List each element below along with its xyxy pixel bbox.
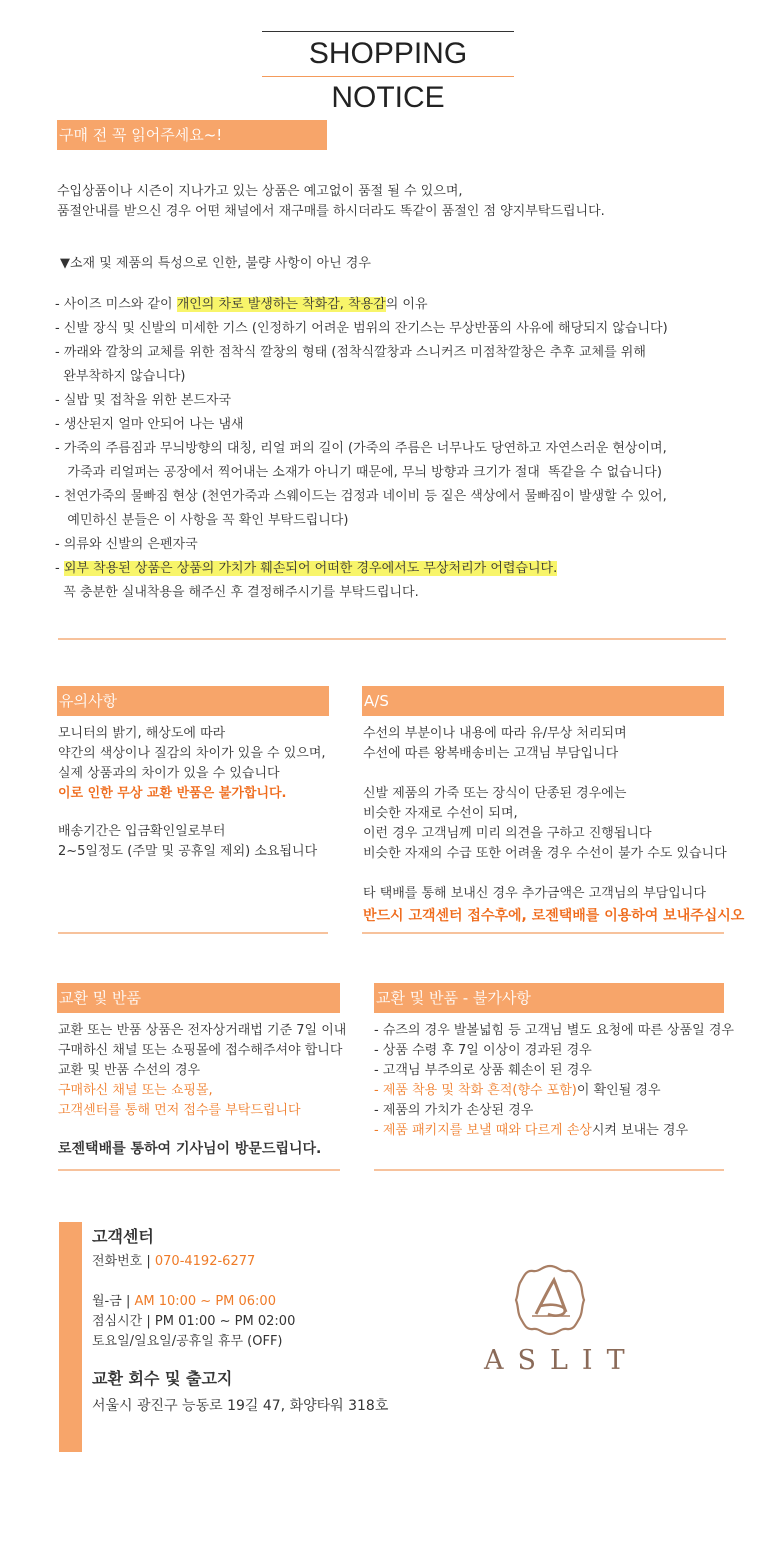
list-item: - 제품의 가치가 손상된 경우 [374, 1103, 534, 1118]
list-item-text: 이 확인될 경우 [576, 1083, 661, 1098]
exchange-emphasis: 구매하신 채널 또는 쇼핑몰, [58, 1083, 213, 1098]
list-item: 꼭 충분한 실내착용을 해주신 후 결정해주시기를 부탁드립니다. [55, 585, 419, 600]
text-line: 모니터의 밝기, 해상도에 따라 [58, 726, 226, 741]
exchange-header: 교환 및 반품 [57, 983, 340, 1013]
notice-intro [57, 182, 605, 222]
page-title: SHOPPING NOTICE [308, 37, 468, 114]
page-title-frame [262, 31, 514, 114]
text-line: 구매하신 채널 또는 쇼핑몰에 접수해주셔야 합니다 [58, 1043, 343, 1058]
list-item: - 상품 수령 후 7일 이상이 경과된 경우 [374, 1043, 592, 1058]
list-item: 완부착하지 않습니다) [55, 369, 186, 384]
list-item: 예민하신 분들은 이 사항을 꼭 확인 부탁드립니다) [55, 513, 349, 528]
divider [58, 1169, 340, 1171]
exchange-emphasis: 고객센터를 통해 먼저 접수를 부탁드립니다 [58, 1103, 301, 1118]
cs-phone-label: 전화번호 | [92, 1254, 155, 1269]
as-text [363, 724, 744, 926]
cs-phone-line [92, 1252, 388, 1272]
exchange-courier: 로젠택배를 통하여 기사님이 방문드립니다. [58, 1141, 322, 1157]
as-emphasis: 반드시 고객센터 접수후에, 로젠택배를 이용하여 보내주십시오 [363, 908, 745, 924]
text-line: 교환 또는 반품 상품은 전자상거래법 기준 7일 이내 [58, 1023, 347, 1038]
text-line: 2~5일정도 (주말 및 공휴일 제외) 소요됩니다 [58, 844, 318, 859]
cs-hours-line [92, 1292, 388, 1312]
caution-text [58, 724, 326, 862]
divider [374, 1169, 724, 1171]
intro-line: 품절안내를 받으신 경우 어떤 채널에서 재구매를 하시더라도 똑같이 품절인 점 양지부탁드립니다. [57, 204, 605, 219]
cs-title: 고객센터 [92, 1227, 154, 1246]
exchange-text [58, 1021, 346, 1159]
exchange-no-header: 교환 및 반품 - 불가사항 [374, 983, 724, 1013]
text-line: 교환 및 반품 수선의 경우 [58, 1063, 201, 1078]
divider [58, 932, 328, 934]
cs-address: 서울시 광진구 능동로 19길 47, 화양타워 318호 [92, 1398, 389, 1414]
highlighted-text: 외부 착용된 상품은 상품의 가치가 훼손되어 어떠한 경우에서도 무상처리가 어렵습니다. [63, 561, 558, 576]
cs-hours-label: 월-금 | [92, 1294, 135, 1309]
list-item: - 실밥 및 접착을 위한 본드자국 [55, 393, 232, 408]
cs-return-title: 교환 회수 및 출고지 [92, 1369, 233, 1388]
cs-phone: 070-4192-6277 [154, 1254, 256, 1269]
text-line: 신발 제품의 가죽 또는 장식이 단종된 경우에는 [363, 786, 627, 801]
notice-header: 구매 전 꼭 읽어주세요~! [57, 120, 327, 150]
list-item: - 천연가죽의 물빠짐 현상 (천연가죽과 스웨이드는 검정과 네이비 등 짙은 색상에서 물빠짐이 발생할 수 있어, [55, 489, 667, 504]
list-item: - 슈즈의 경우 발볼넓힘 등 고객님 별도 요청에 따른 상품일 경우 [374, 1023, 734, 1038]
text-line: 이런 경우 고객님께 미리 의견을 구하고 진행됩니다 [363, 826, 652, 841]
text-line: 실제 상품과의 차이가 있을 수 있습니다 [58, 766, 280, 781]
list-item-emphasis: - 제품 패키지를 보낼 때와 다르게 손상 [374, 1123, 592, 1138]
caution-emphasis: 이로 인한 무상 교환 반품은 불가합니다. [58, 786, 287, 801]
divider [362, 932, 724, 934]
exchange-no-list [374, 1021, 734, 1141]
list-item [374, 1081, 734, 1101]
list-item-text: - 사이즈 미스와 같이 [55, 297, 177, 312]
list-item: 가죽과 리얼퍼는 공장에서 찍어내는 소재가 아니기 때문에, 무늬 방향과 크기가 절대 똑같을 수 없습니다) [55, 465, 662, 480]
divider [58, 638, 726, 640]
list-item-text: - [55, 561, 64, 576]
list-item: - 의류와 신발의 은펜자국 [55, 537, 198, 552]
list-item [374, 1121, 734, 1141]
list-item: - 생산된지 얼마 안되어 나는 냄새 [55, 417, 244, 432]
cs-hours: AM 10:00 ~ PM 06:00 [134, 1294, 276, 1309]
text-line: 타 택배를 통해 보내신 경우 추가금액은 고객님의 부담입니다 [363, 886, 706, 901]
cs-accent-bar [59, 1222, 82, 1452]
list-item-text: 의 이유 [385, 297, 428, 312]
caution-header: 유의사항 [57, 686, 329, 716]
list-item-emphasis: - 제품 착용 및 착화 흔적(향수 포함) [374, 1083, 577, 1098]
text-line: 수선의 부분이나 내용에 따라 유/무상 처리되며 [363, 726, 627, 741]
notice-subheading: ▼소재 및 제품의 특성으로 인한, 불량 사항이 아닌 경우 [60, 256, 371, 271]
as-header: A/S [362, 686, 724, 716]
highlighted-text: 개인의 차로 발생하는 착화감, 착용감 [176, 297, 386, 312]
text-line: 배송기간은 입금확인일로부터 [58, 824, 226, 839]
list-item: - 가죽의 주름짐과 무늬방향의 대칭, 리얼 퍼의 길이 (가죽의 주름은 너무나도 당연하고 자연스러운 현상이며, [55, 441, 667, 456]
text-line: 비슷한 자재의 수급 또한 어려울 경우 수선이 불가 수도 있습니다 [363, 846, 727, 861]
intro-line: 수입상품이나 시즌이 지나가고 있는 상품은 예고없이 품절 될 수 있으며, [57, 184, 463, 199]
text-line: 수선에 따른 왕복배송비는 고객님 부담입니다 [363, 746, 619, 761]
list-item [55, 557, 668, 581]
cs-holiday: 토요일/일요일/공휴일 휴무 (OFF) [92, 1334, 283, 1349]
cs-lunch: 점심시간 | PM 01:00 ~ PM 02:00 [92, 1314, 296, 1329]
list-item: - 신발 장식 및 신발의 미세한 기스 (인정하기 어려운 범위의 잔기스는 무상반품의 사유에 해당되지 않습니다) [55, 321, 668, 336]
text-line: 약간의 색상이나 질감의 차이가 있을 수 있으며, [58, 746, 326, 761]
text-line: 비슷한 자재로 수선이 되며, [363, 806, 518, 821]
cs-info [92, 1226, 388, 1416]
notice-list [55, 293, 668, 605]
list-item: - 고객님 부주의로 상품 훼손이 된 경우 [374, 1063, 592, 1078]
list-item-text: 시켜 보내는 경우 [591, 1123, 689, 1138]
brand-name: ASLIT [484, 1345, 639, 1376]
list-item [55, 293, 668, 317]
list-item: - 까래와 깔창의 교체를 위한 점착식 깔창의 형태 (점착식깔창과 스니커즈 미점착깔창은 추후 교체를 위해 [55, 345, 646, 360]
